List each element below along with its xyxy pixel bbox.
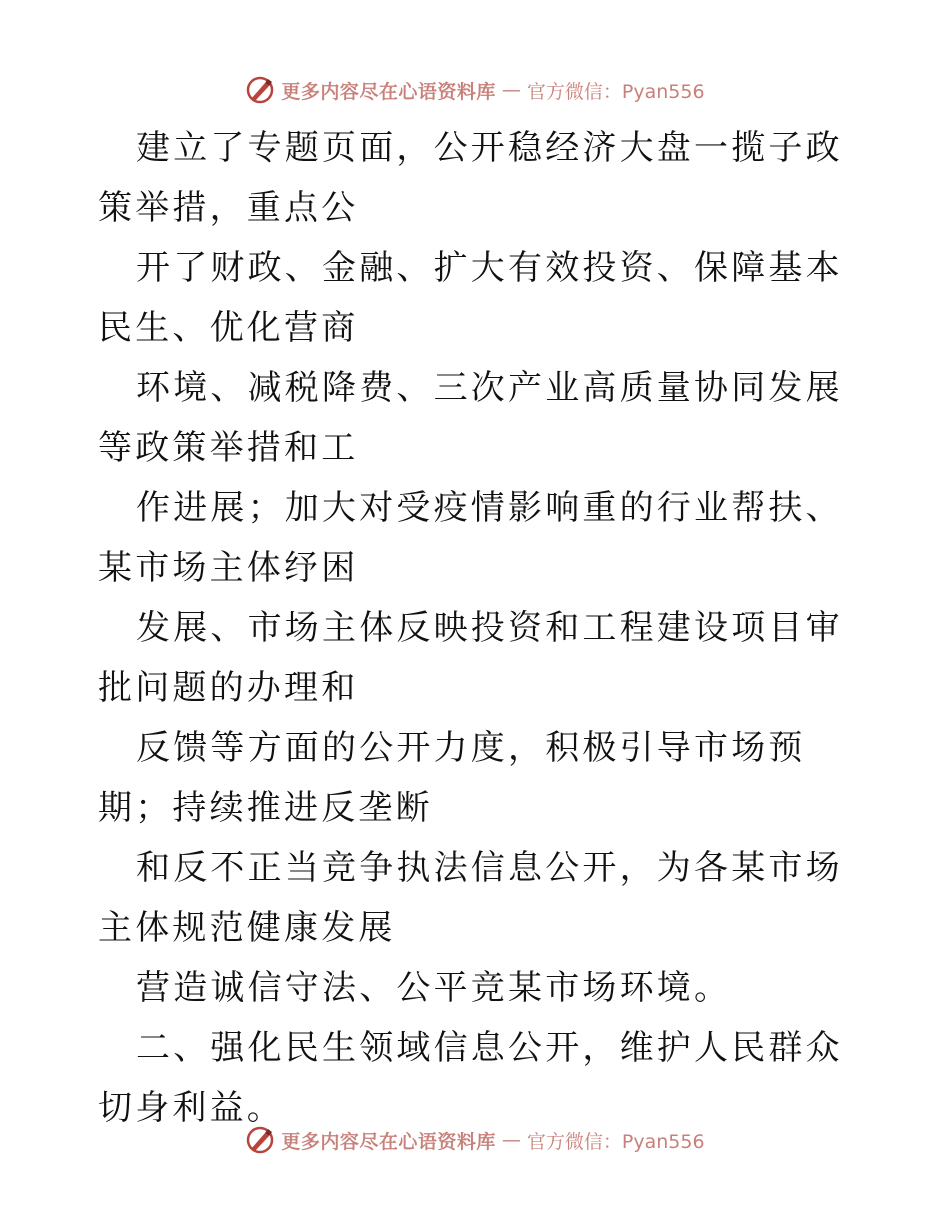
watermark-wechat: 官方微信：Pyan556 <box>526 80 705 103</box>
watermark-dash: — <box>501 79 521 101</box>
document-body <box>98 118 858 1138</box>
watermark-wechat: 官方微信：Pyan556 <box>526 1130 705 1153</box>
watermark-banner-bottom <box>0 1120 950 1160</box>
paragraph-6: 反馈等方面的公开力度，积极引导市场预期；持续推进反垄断 <box>98 728 806 828</box>
paragraph-4: 作进展；加大对受疫情影响重的行业帮扶、某市场主体纾困 <box>98 488 843 588</box>
watermark-brand: 更多内容尽在心语资料库 <box>281 80 496 103</box>
paragraph-7: 和反不正当竞争执法信息公开，为各某市场主体规范健康发展 <box>98 848 843 948</box>
paragraph-2: 开了财政、金融、扩大有效投资、保障基本民生、优化营商 <box>98 248 843 348</box>
paragraph-5: 发展、市场主体反映投资和工程建设项目审批问题的办理和 <box>98 608 843 708</box>
paragraph-9: 二、强化民生领域信息公开，维护人民群众切身利益。 <box>98 1028 843 1128</box>
pen-logo-icon <box>245 75 275 105</box>
paragraph-1: 建立了专题页面，公开稳经济大盘一揽子政策举措，重点公 <box>98 128 843 228</box>
pen-logo-icon <box>245 1125 275 1155</box>
watermark-banner-top <box>0 70 950 110</box>
paragraph-8: 营造诚信守法、公平竞某市场环境。 <box>136 968 732 1008</box>
watermark-dash: — <box>501 1129 521 1151</box>
paragraph-3: 环境、减税降费、三次产业高质量协同发展等政策举措和工 <box>98 368 843 468</box>
watermark-brand: 更多内容尽在心语资料库 <box>281 1130 496 1153</box>
